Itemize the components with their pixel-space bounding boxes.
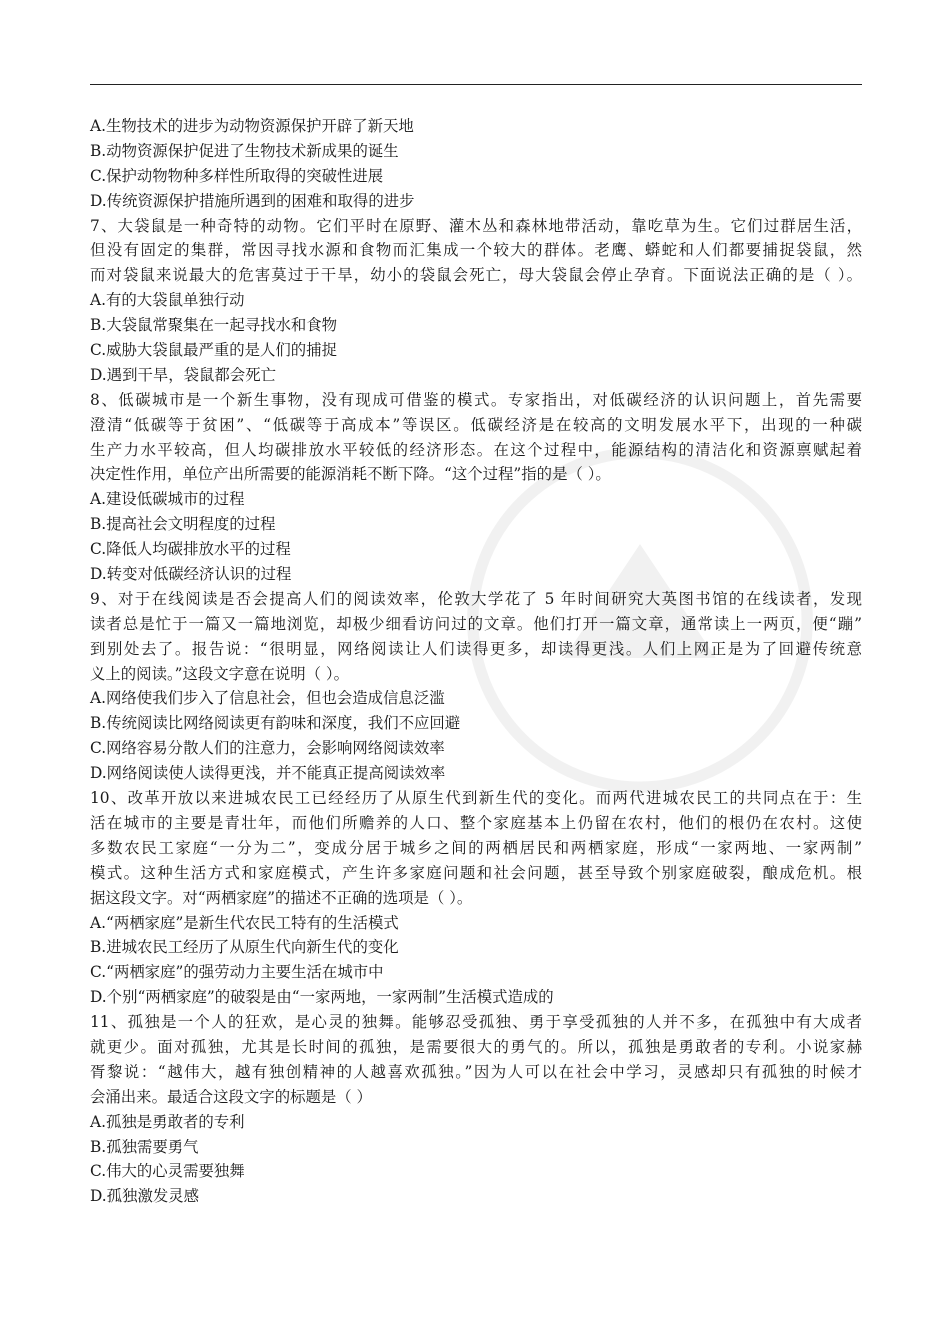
document-line: D.网络阅读使人读得更浅，并不能真正提高阅读效率 (90, 764, 446, 783)
document-line: C.网络容易分散人们的注意力，会影响网络阅读效率 (90, 739, 445, 758)
document-line: 决定性作用，单位产出所需要的能源消耗不断下降。“这个过程”指的是（ ）。 (90, 465, 611, 484)
document-line: 活在城市的主要是青壮年，而他们所赡养的人口、整个家庭基本上仍留在农村，他们的根仍在农村。这使 (90, 813, 862, 832)
document-line: A.有的大袋鼠单独行动 (90, 291, 245, 310)
document-line: B.传统阅读比网络阅读更有韵味和深度，我们不应回避 (90, 714, 461, 733)
document-line: 据这段文字。对“两栖家庭”的描述不正确的选项是（ ）。 (90, 888, 473, 907)
document-line: 9、对于在线阅读是否会提高人们的阅读效率，伦敦大学花了 5 年时间研究大英图书馆的在线读者，发现 (90, 589, 862, 608)
document-line: 11、孤独是一个人的狂欢，是心灵的独舞。能够忍受孤独、勇于享受孤独的人并不多，在孤独中有大成者 (90, 1013, 862, 1032)
document-line: C.威胁大袋鼠最严重的是人们的捕捉 (90, 341, 337, 360)
document-line: B.进城农民工经历了从原生代向新生代的变化 (90, 938, 399, 957)
document-line: A.孤独是勇敢者的专利 (90, 1112, 245, 1131)
document-line: C.保护动物物种多样性所取得的突破性进展 (90, 166, 384, 185)
document-line: D.个别“两栖家庭”的破裂是由“一家两地，一家两制”生活模式造成的 (90, 988, 554, 1007)
document-line: C.降低人均碳排放水平的过程 (90, 540, 291, 559)
document-line: A.网络使我们步入了信息社会，但也会造成信息泛滥 (90, 689, 445, 708)
document-line: 读者总是忙于一篇又一篇地浏览，却极少细看访问过的文章。他们打开一篇文章，通常读上一两页，便“蹦” (90, 614, 862, 633)
document-line: D.遇到干旱，袋鼠都会死亡 (90, 365, 276, 384)
document-line: D.转变对低碳经济认识的过程 (90, 565, 292, 584)
document-line: B.孤独需要勇气 (90, 1137, 199, 1156)
document-line: D.孤独激发灵感 (90, 1187, 200, 1206)
document-line: 7、大袋鼠是一种奇特的动物。它们平时在原野、灌木丛和森林地带活动，靠吃草为生。它们过群居生活， (90, 216, 862, 235)
document-line: D.传统资源保护措施所遇到的困难和取得的进步 (90, 191, 415, 210)
document-line: 但没有固定的集群，常因寻找水源和食物而汇集成一个较大的群体。老鹰、蟒蛇和人们都要捕捉袋鼠，然 (90, 241, 862, 260)
document-line: C.“两栖家庭”的强劳动力主要生活在城市中 (90, 963, 384, 982)
header-rule (90, 84, 862, 85)
document-line: A.生物技术的进步为动物资源保护开辟了新天地 (90, 117, 414, 135)
document-line: A.“两栖家庭”是新生代农民工特有的生活模式 (90, 913, 399, 932)
document-line: 到别处去了。报告说：“很明显，网络阅读让人们读得更多，却读得更浅。人们上网正是为了回避传统意 (90, 639, 862, 658)
document-line: 会涌出来。最适合这段文字的标题是（ ） (90, 1087, 372, 1106)
document-line: B.动物资源保护促进了生物技术新成果的诞生 (90, 141, 399, 160)
document-line: 就更少。面对孤独，尤其是长时间的孤独，是需要很大的勇气的。所以，孤独是勇敢者的专利。小说家赫 (90, 1037, 862, 1056)
document-line: B.大袋鼠常聚集在一起寻找水和食物 (90, 316, 338, 335)
question-text-body (90, 114, 862, 1209)
document-line: 多数农民工家庭“一分为二”，变成分居于城乡之间的两栖居民和两栖家庭，形成“一家两地、一家两制” (90, 838, 862, 857)
document-line: C.伟大的心灵需要独舞 (90, 1162, 245, 1181)
document-line: 而对袋鼠来说最大的危害莫过于干旱，幼小的袋鼠会死亡，母大袋鼠会停止孕育。下面说法正确的是（ ）。 (90, 266, 862, 285)
document-line: 10、改革开放以来进城农民工已经经历了从原生代到新生代的变化。而两代进城农民工的共同点在于：生 (90, 789, 862, 808)
document-line: 义上的阅读。”这段文字意在说明（ ）。 (90, 664, 350, 683)
document-line: 胥黎说：“越伟大，越有独创精神的人越喜欢孤独。”因为人可以在社会中学习，灵感却只有孤独的时候才 (90, 1062, 862, 1081)
document-line: 澄清“低碳等于贫困”、“低碳等于高成本”等误区。低碳经济是在较高的文明发展水平下，出现的一种碳 (90, 415, 862, 434)
document-line: 8、低碳城市是一个新生事物，没有现成可借鉴的模式。专家指出，对低碳经济的认识问题上，首先需要 (90, 390, 862, 409)
document-line: A.建设低碳城市的过程 (90, 490, 245, 509)
document-line: 生产力水平较高，但人均碳排放水平较低的经济形态。在这个过程中，能源结构的清洁化和资源禀赋起着 (90, 440, 862, 459)
document-line: B.提高社会文明程度的过程 (90, 515, 276, 534)
document-line: 模式。这种生活方式和家庭模式，产生许多家庭问题和社会问题，甚至导致个别家庭破裂，酿成危机。根 (90, 863, 862, 882)
